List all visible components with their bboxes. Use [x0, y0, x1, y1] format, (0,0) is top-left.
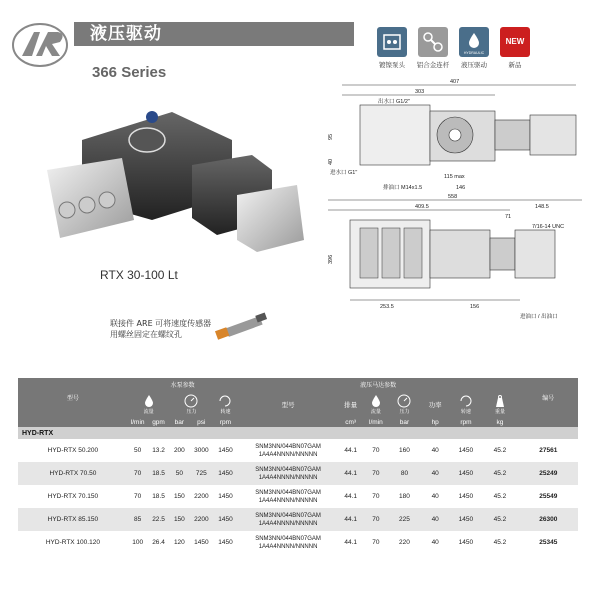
table-row — [18, 485, 578, 508]
cell-kg: 45.2 — [493, 539, 507, 546]
cell-bar2: 225 — [389, 508, 420, 531]
cell-lmin2: 70 — [372, 447, 380, 454]
flow2-icon — [369, 394, 383, 408]
power-header: 功率 — [428, 401, 442, 409]
cell-cm3: 44.1 — [339, 462, 363, 485]
cell-psi: 1450 — [194, 539, 209, 546]
unit-kg: kg — [481, 417, 518, 427]
aluminum-rod-icon — [418, 27, 448, 57]
new-badge-icon: NEW — [500, 27, 530, 57]
unit-gpm: gpm — [148, 417, 170, 427]
cell-lmin2: 70 — [372, 493, 380, 500]
inlet-label: 进水口 G1" — [330, 170, 358, 176]
page-title: 液压驱动 — [90, 24, 162, 44]
cell-motor-model — [238, 462, 339, 485]
dim-396: 396 — [328, 254, 334, 264]
cell-lmin: 70 — [134, 493, 142, 500]
cell-hp: 40 — [431, 539, 439, 546]
pressure2-header: 压力 — [389, 391, 420, 417]
cell-lmin: 85 — [128, 508, 148, 531]
nickel-pump-head-icon — [377, 27, 407, 57]
cell-model: HYD-RTX 50.200 — [47, 447, 99, 454]
cell-bar: 120 — [173, 539, 185, 546]
unit-lmin: l/min — [128, 417, 148, 427]
technical-drawing-side — [320, 75, 590, 193]
dim-71: 71 — [505, 214, 512, 220]
cell-lmin: 70 — [128, 462, 148, 485]
drain-label: 排油口 M14x1.5 — [383, 185, 423, 191]
unit-psi: psi — [189, 417, 213, 427]
feature-label-hydraulic: 液压驱动 — [461, 61, 487, 69]
dim-156: 156 — [470, 304, 480, 310]
technical-drawing-top — [320, 188, 590, 328]
col-model: 型号 — [66, 396, 79, 402]
cell-motor-model — [238, 485, 339, 508]
unit-bar2: bar — [389, 417, 420, 427]
cell-lmin: 100 — [132, 539, 144, 546]
cell-model: HYD-RTX 85.150 — [18, 508, 128, 531]
table-row — [18, 508, 578, 531]
ar-logo — [10, 22, 72, 68]
rotation-icon — [218, 394, 232, 408]
weight-header: 重量 — [481, 391, 518, 417]
cell-rpm: 1450 — [213, 508, 237, 531]
table-units-row — [18, 417, 578, 427]
table-row — [18, 531, 578, 554]
specs-table — [18, 378, 578, 554]
cell-cm3: 44.1 — [344, 447, 357, 454]
cell-rpm2: 1450 — [451, 462, 482, 485]
unit-hp: hp — [420, 417, 451, 427]
cell-model: HYD-RTX 100.120 — [45, 539, 100, 546]
cell-gpm: 18.5 — [148, 462, 170, 485]
cell-rpm2: 1450 — [458, 539, 474, 546]
cell-bar2: 160 — [399, 447, 410, 454]
motor-model-line1: SNM3NN/044BN07GAM — [255, 443, 321, 450]
cell-psi: 2200 — [189, 508, 213, 531]
cell-kg: 45.2 — [493, 447, 507, 454]
cell-cm3: 44.1 — [344, 493, 357, 500]
cell-kg: 45.2 — [481, 462, 518, 485]
motor-model-line1: SNM3NN/044BN07GAM — [255, 512, 321, 519]
cell-rpm2: 1450 — [451, 508, 482, 531]
thread-label: 7/16-14 UNC — [532, 224, 565, 230]
cell-hp: 40 — [431, 447, 439, 454]
weight-icon — [493, 394, 507, 408]
hydraulic-drive-icon — [459, 27, 489, 57]
unit-cm3: cm³ — [339, 417, 363, 427]
speed2-header: 转速 — [451, 391, 482, 417]
port-label: 进油口 / 出油口 — [520, 314, 558, 320]
cell-motor-model — [238, 531, 339, 554]
cell-motor-model — [238, 439, 339, 462]
cell-gpm: 26.4 — [152, 539, 165, 546]
cell-lmin2: 70 — [372, 539, 380, 546]
cell-hp: 40 — [420, 462, 451, 485]
group-motor-params: 液压马达参数 — [360, 383, 397, 389]
table-row — [18, 462, 578, 485]
table-row — [18, 439, 578, 462]
cell-bar: 150 — [170, 508, 190, 531]
dim-115: 115 max — [444, 174, 465, 180]
section-row — [18, 427, 578, 439]
series-subtitle: 366 Series — [92, 64, 167, 81]
motor-model-line1: SNM3NN/044BN07GAM — [255, 466, 321, 473]
cell-psi: 725 — [189, 462, 213, 485]
cell-model: HYD-RTX 70.150 — [47, 493, 99, 500]
cell-bar: 200 — [173, 447, 185, 454]
rotation2-icon — [459, 394, 473, 408]
unit-lmin2: l/min — [363, 417, 389, 427]
dim-95: 95 — [328, 133, 334, 140]
cell-kg: 45.2 — [493, 493, 507, 500]
unit-bar: bar — [170, 417, 190, 427]
col-code: 编号 — [542, 396, 555, 402]
cell-gpm: 22.5 — [148, 508, 170, 531]
cell-bar2: 180 — [399, 493, 410, 500]
cell-motor-model — [238, 508, 339, 531]
col-model2: 型号 — [281, 401, 295, 409]
pump-model-label: RTX 30-100 Lt — [100, 268, 178, 282]
displacement-header: 排量 — [344, 401, 358, 409]
cell-gpm: 13.2 — [152, 447, 165, 454]
unit-rpm2: rpm — [451, 417, 482, 427]
cell-psi: 3000 — [194, 447, 209, 454]
dim-409: 409.5 — [415, 204, 429, 210]
dim-303: 303 — [415, 89, 425, 95]
motor-model-line1: SNM3NN/044BN07GAM — [255, 489, 321, 496]
cell-code: 26300 — [519, 508, 578, 531]
cell-code: 25549 — [539, 493, 558, 500]
cell-hp: 40 — [431, 493, 439, 500]
pressure2-gauge-icon — [397, 394, 411, 408]
motor-model-line2: 1A4A4NNNN/NNNNN — [258, 520, 318, 527]
cell-cm3: 44.1 — [344, 539, 357, 546]
speed-sensor-image — [212, 312, 272, 340]
cell-lmin: 50 — [134, 447, 142, 454]
feature-label-aluminum: 铝合金连杆 — [416, 61, 450, 69]
table-group-header — [18, 378, 578, 391]
cell-bar2: 220 — [399, 539, 410, 546]
group-pump-params: 水泵参数 — [170, 383, 195, 389]
dim-253: 253.5 — [380, 304, 394, 310]
cell-hp: 40 — [420, 508, 451, 531]
cell-rpm2: 1450 — [458, 447, 474, 454]
dim-407: 407 — [450, 79, 460, 85]
flow2-header: 流量 — [363, 391, 389, 417]
motor-model-line2: 1A4A4NNNN/NNNNN — [258, 451, 318, 458]
motor-model-line2: 1A4A4NNNN/NNNNN — [258, 474, 318, 481]
cell-code: 25249 — [519, 462, 578, 485]
cell-bar: 50 — [170, 462, 190, 485]
cell-rpm: 1450 — [218, 447, 233, 454]
unit-rpm: rpm — [213, 417, 237, 427]
section-label: HYD-RTX — [18, 427, 578, 439]
sensor-note-line2: 用螺丝固定在螺纹孔 — [110, 330, 182, 339]
dim-146: 146 — [456, 185, 466, 191]
pressure-gauge-icon — [184, 394, 198, 408]
speed-header: 转速 — [213, 391, 237, 417]
cell-rpm: 1450 — [213, 462, 237, 485]
cell-bar: 150 — [173, 493, 185, 500]
dim-148: 148.5 — [535, 204, 549, 210]
cell-rpm2: 1450 — [458, 493, 474, 500]
cell-model: HYD-RTX 70.50 — [18, 462, 128, 485]
feature-label-new: 新品 — [508, 61, 522, 69]
feature-label-nickel: 镀镍泵头 — [379, 61, 405, 69]
cell-lmin2: 70 — [363, 508, 389, 531]
cell-kg: 45.2 — [481, 508, 518, 531]
outlet-label: 出水口 G1/2" — [378, 99, 410, 105]
cell-cm3: 44.1 — [339, 508, 363, 531]
flow-icon — [142, 394, 156, 408]
cell-code: 25345 — [539, 539, 558, 546]
hydraulic-badge: HYDRAULIC — [463, 51, 485, 55]
motor-model-line2: 1A4A4NNNN/NNNNN — [258, 543, 318, 550]
sensor-note-line1: 联接件 ARE 可将速度传感器 — [110, 319, 212, 328]
dim-558: 558 — [448, 194, 458, 200]
cell-psi: 2200 — [194, 493, 209, 500]
dim-40: 40 — [328, 158, 334, 165]
cell-gpm: 18.5 — [152, 493, 165, 500]
flow-header: 流量 — [128, 391, 170, 417]
cell-rpm: 1450 — [218, 493, 233, 500]
cell-code: 27561 — [539, 447, 558, 454]
cell-rpm: 1450 — [218, 539, 233, 546]
motor-model-line1: SNM3NN/044BN07GAM — [255, 535, 321, 542]
cell-lmin2: 70 — [363, 462, 389, 485]
pressure-header: 压力 — [170, 391, 214, 417]
pump-photo — [42, 100, 312, 260]
cell-bar2: 80 — [389, 462, 420, 485]
motor-model-line2: 1A4A4NNNN/NNNNN — [258, 497, 318, 504]
